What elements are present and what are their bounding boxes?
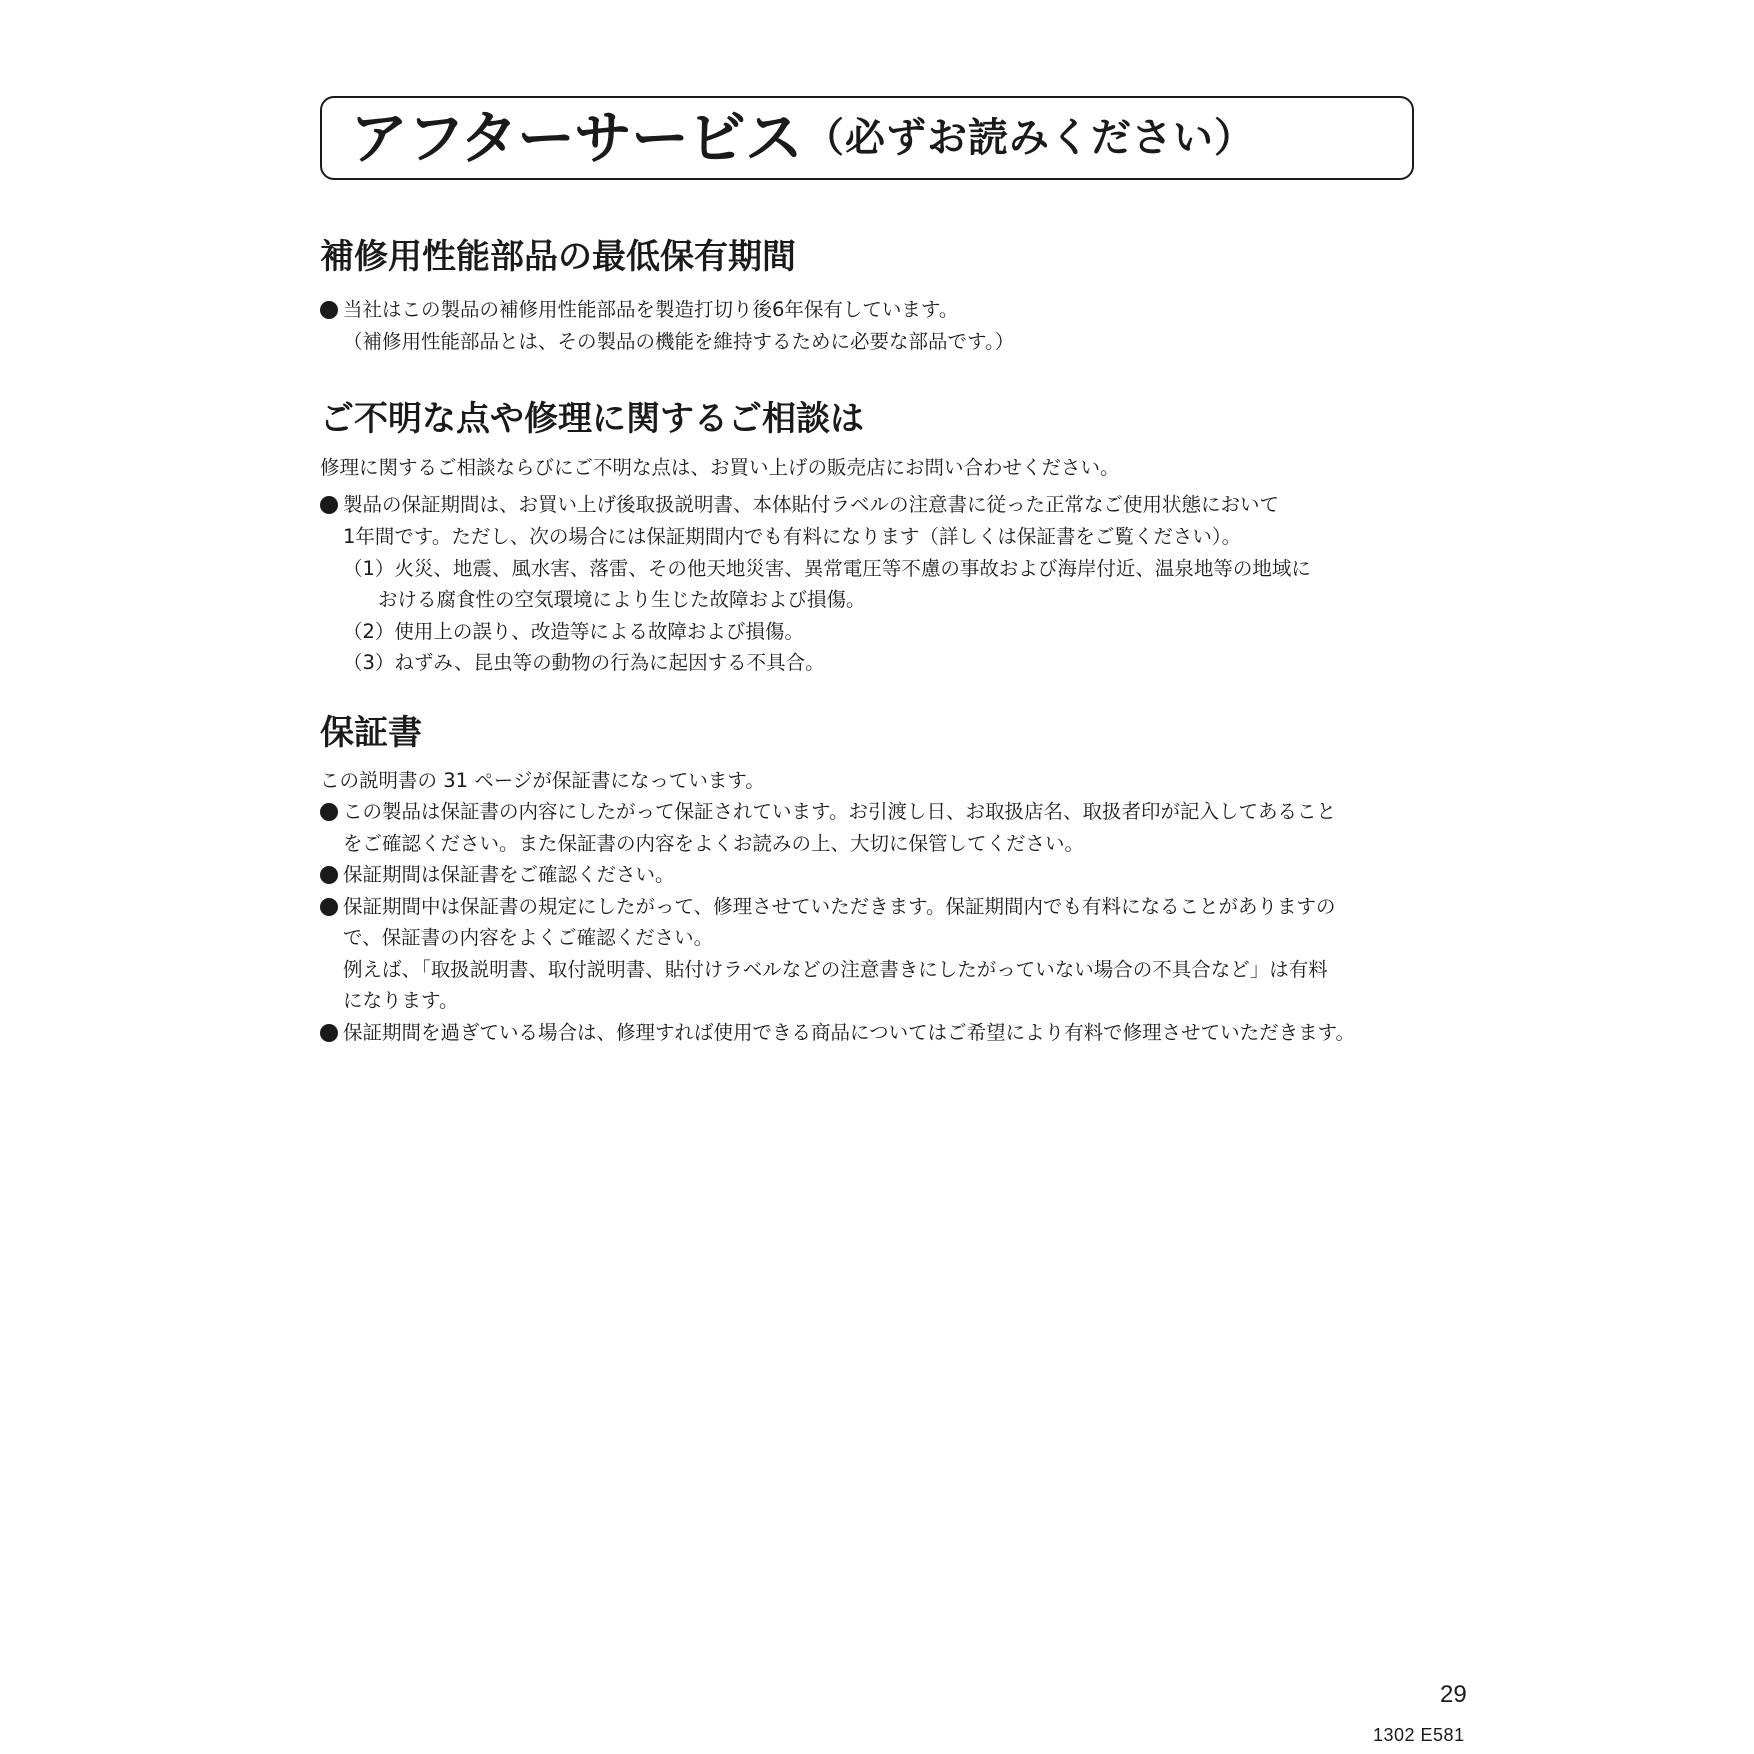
warranty-bullet-line: 保証期間を過ぎている場合は、修理すれば使用できる商品についてはご希望により有料で修理させていただきます。 [343,1021,1356,1044]
repair-intro: 修理に関するご相談ならびにご不明な点は、お買い上げの販売店にお問い合わせください。 [320,456,1120,479]
page-title-box [320,96,1414,180]
warranty-bullet-line: 保証期間中は保証書の規定にしたがって、修理させていただきます。保証期間内でも有料になることがありますの [343,895,1336,918]
section-heading-repair: ご不明な点や修理に関するご相談は [320,399,864,439]
repair-item-2: （2）使用上の誤り、改造等による故障および損傷。 [343,620,804,643]
document-code: 1302 E581 [1373,1725,1465,1745]
parts-bullet-text: 当社はこの製品の補修用性能部品を製造打切り後6年保有しています。 [343,298,959,321]
parts-bullet-note: （補修用性能部品とは、その製品の機能を維持するために必要な部品です。） [343,330,1015,353]
page-title-note: （必ずお読みください） [803,115,1255,161]
warranty-bullet-line: をご確認ください。また保証書の内容をよくお読みの上、大切に保管してください。 [343,832,1085,855]
warranty-bullet-line: 保証期間は保証書をご確認ください。 [343,863,675,886]
bullet-icon [320,803,338,821]
repair-bullet-line: 1年間です。ただし、次の場合には保証期間内でも有料になります（詳しくは保証書をご覧ください）。 [343,525,1242,548]
repair-item-1-cont: おける腐食性の空気環境により生じた故障および損傷。 [378,588,866,611]
warranty-bullet-line: で、保証書の内容をよくご確認ください。 [343,926,714,949]
warranty-bullet-line: この製品は保証書の内容にしたがって保証されています。お引渡し日、お取扱店名、取扱者印が記入してあること [343,800,1336,823]
section-heading-warranty: 保証書 [320,713,422,753]
bullet-icon [320,301,338,319]
bullet-icon [320,866,338,884]
repair-item-1: （1）火災、地震、風水害、落雷、その他天地災害、異常電圧等不慮の事故および海岸付近、温泉地等の地域に [343,557,1311,580]
repair-bullet-line: 製品の保証期間は、お買い上げ後取扱説明書、本体貼付ラベルの注意書に従った正常なご使用状態において [343,493,1280,516]
bullet-icon [320,1024,338,1042]
warranty-example-line: 例えば、「取扱説明書、取付説明書、貼付けラベルなどの注意書きにしたがっていない場合の不具合など」は有料 [343,958,1328,981]
repair-item-3: （3）ねずみ、昆虫等の動物の行為に起因する不具合。 [343,651,825,674]
page-title: アフターサービス [350,104,802,172]
bullet-icon [320,496,338,514]
warranty-example-line: になります。 [343,989,459,1012]
bullet-icon [320,898,338,916]
section-heading-parts: 補修用性能部品の最低保有期間 [320,237,796,277]
page-number: 29 [1440,1681,1467,1708]
warranty-intro: この説明書の 31 ページが保証書になっています。 [320,769,765,792]
